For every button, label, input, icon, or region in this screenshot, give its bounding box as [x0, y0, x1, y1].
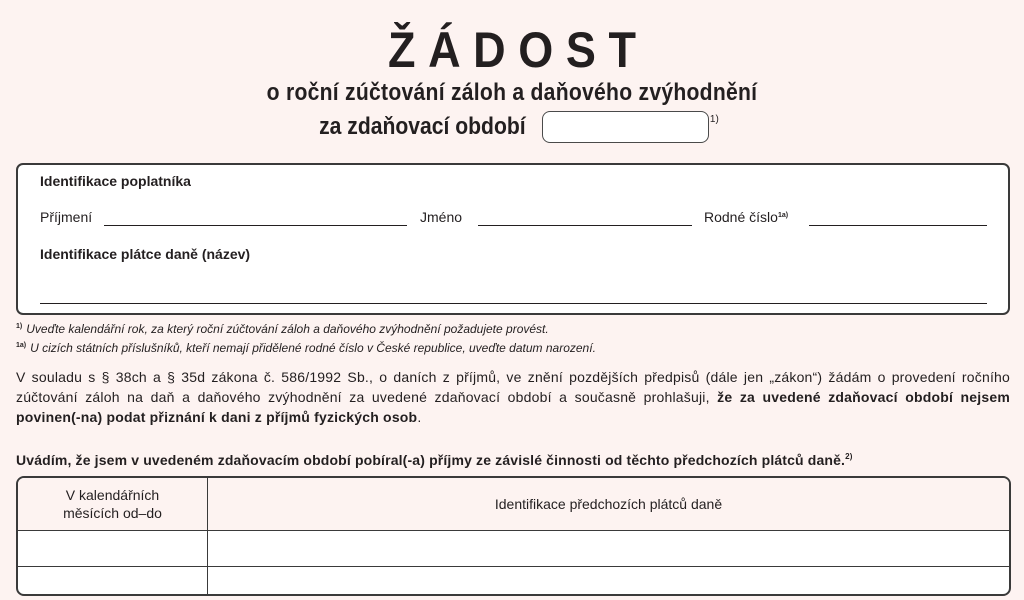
declaration-end: .: [417, 409, 422, 425]
form-title: ŽÁDOST: [387, 22, 649, 78]
income-statement-text: Uvádím, že jsem v uvedeném zdaňovacím období pobíral(-a) příjmy ze závislé činnosti od těchto předchozích plátců daně.: [16, 452, 846, 468]
declaration-text: V souladu s § 38ch a § 35d zákona č. 586/1992 Sb., o daních z příjmů, ve znění pozdějších předpisů (dále jen „zákon“) žádám o provedení ročního zúčtování záloh na daň a daňového zvýhodnění za uvedené zdaňovací období a současně prohlašuji,: [16, 369, 1010, 405]
surname-field[interactable]: [104, 225, 407, 226]
payer-identification-cell[interactable]: [208, 531, 1010, 567]
table-row: [18, 531, 1009, 567]
table-header-row: [18, 478, 1009, 531]
declaration-paragraph: [16, 367, 1010, 427]
payer-name-field[interactable]: [40, 303, 987, 304]
payer-identification-cell[interactable]: [208, 567, 1010, 597]
footnote-1: [16, 322, 549, 336]
birth-number-footnote-mark: 1a): [777, 212, 789, 219]
birth-number-label-text: Rodné číslo: [704, 209, 778, 225]
name-label: Jméno: [420, 209, 463, 225]
tax-period-input[interactable]: [542, 111, 709, 143]
form-subtitle: o roční zúčtování záloh a daňového zvýhodnění: [266, 79, 758, 106]
table-row: [18, 567, 1009, 597]
income-footnote-mark: 2): [845, 452, 853, 461]
surname-label: Příjmení: [40, 209, 93, 225]
payer-label: Identifikace plátce daně (název): [40, 246, 251, 262]
footnote-1a-text: U cizích státních příslušníků, kteří nemají přidělené rodné číslo v České republice, uveďte datum narození.: [30, 341, 596, 355]
birth-number-label: [704, 209, 788, 225]
footnote-1a: [16, 341, 596, 355]
income-statement: [16, 447, 1016, 470]
months-cell[interactable]: [18, 531, 208, 567]
previous-payers-table: [16, 476, 1011, 596]
tax-period-footnote-mark: 1): [709, 114, 719, 125]
birth-number-field[interactable]: [809, 225, 987, 226]
footnote-1-text: Uveďte kalendářní rok, za který roční zúčtování záloh a daňového zvýhodnění požadujete provést.: [26, 322, 549, 336]
column-header-payer-identification: Identifikace předchozích plátců daně: [208, 478, 1010, 531]
tax-period-row: [0, 110, 1024, 144]
column-header-months: [18, 478, 208, 531]
declaration-emphasis: že za uvedené zdaňovací období nejsem povinen(-na) podat přiznání k dani z příjmů fyzických osob: [16, 389, 1010, 425]
name-field[interactable]: [478, 225, 692, 226]
tax-period-label: za zdaňovací období: [319, 113, 526, 140]
column-header-months-text: V kalendářních měsících od–do: [63, 487, 162, 521]
taxpayer-section-label: Identifikace poplatníka: [40, 173, 191, 189]
footnote-1-mark: 1): [16, 323, 23, 330]
months-cell[interactable]: [18, 567, 208, 597]
footnote-1a-mark: 1a): [16, 342, 27, 349]
taxpayer-identification-box: [16, 163, 1010, 315]
